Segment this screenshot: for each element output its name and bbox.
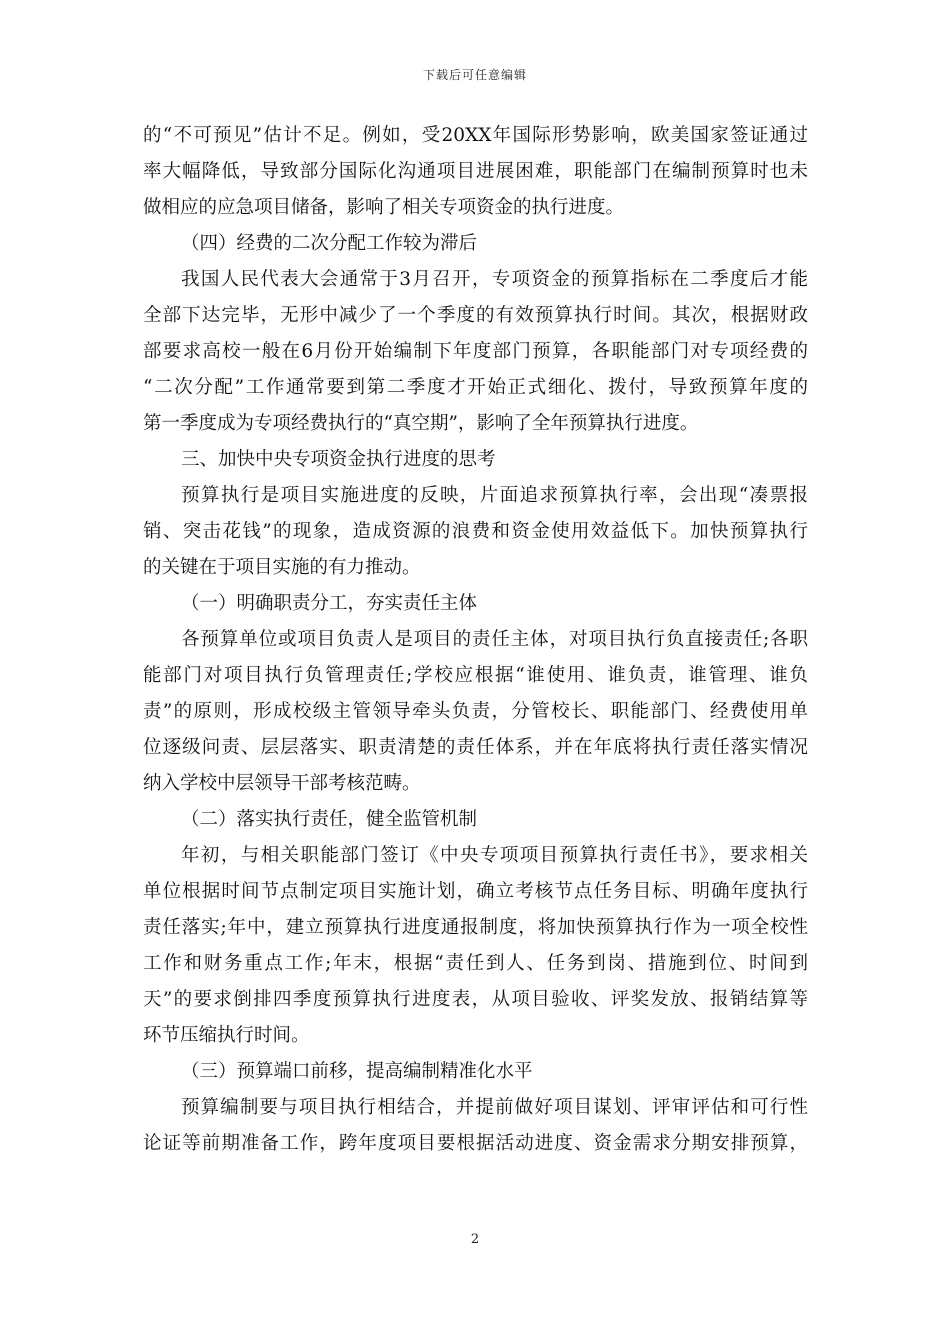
paragraph-line: 单位根据时间节点制定项目实施计划，确立考核节点任务目标、明确年度执行: [143, 881, 808, 902]
section-heading: （一）明确职责分工，夯实责任主体: [181, 593, 478, 614]
paragraph-line: 能部门对项目执行负管理责任;学校应根据“谁使用、谁负责，谁管理、谁负: [143, 665, 808, 686]
paragraph-line: “二次分配”工作通常要到第二季度才开始正式细化、拨付，导致预算年度的: [143, 377, 808, 398]
paragraph-line: 率大幅降低，导致部分国际化沟通项目进展困难，职能部门在编制预算时也未: [143, 161, 808, 182]
paragraph-line: 预算执行是项目实施进度的反映，片面追求预算执行率，会出现“凑票报: [181, 485, 808, 506]
section-heading: （三）预算端口前移，提高编制精准化水平: [181, 1061, 533, 1082]
page-header-note: 下载后可任意编辑: [422, 68, 527, 82]
paragraph-line: 责任落实;年中，建立预算执行进度通报制度，将加快预算执行作为一项全校性: [143, 917, 808, 938]
paragraph-line: 论证等前期准备工作，跨年度项目要根据活动进度、资金需求分期安排预算，: [143, 1133, 808, 1154]
paragraph-line: 做相应的应急项目储备，影响了相关专项资金的执行进度。: [143, 197, 625, 218]
document-body: [143, 118, 808, 1162]
paragraph-line: 第一季度成为专项经费执行的“真空期”，影响了全年预算执行进度。: [143, 413, 699, 434]
paragraph-line: 各预算单位或项目负责人是项目的责任主体，对项目执行负直接责任;各职: [181, 629, 808, 650]
paragraph-line: 环节压缩执行时间。: [143, 1025, 310, 1046]
paragraph-line: 全部下达完毕，无形中减少了一个季度的有效预算执行时间。其次，根据财政: [143, 305, 808, 326]
section-heading: （二）落实执行责任，健全监管机制: [181, 809, 478, 830]
paragraph-line: 工作和财务重点工作;年末，根据“责任到人、任务到岗、措施到位、时间到: [143, 953, 808, 974]
page-number: 2: [470, 1232, 480, 1247]
paragraph-line: 的“不可预见”估计不足。例如，受20XX年国际形势影响，欧美国家签证通过: [143, 125, 808, 146]
paragraph-line: 年初，与相关职能部门签订《中央专项项目预算执行责任书》，要求相关: [181, 845, 808, 866]
section-heading: 三、加快中央专项资金执行进度的思考: [181, 449, 496, 470]
section-heading: （四）经费的二次分配工作较为滞后: [181, 233, 478, 254]
paragraph-line: 纳入学校中层领导干部考核范畴。: [143, 773, 421, 794]
paragraph-line: 我国人民代表大会通常于3月召开，专项资金的预算指标在二季度后才能: [181, 269, 808, 290]
paragraph-line: 天”的要求倒排四季度预算执行进度表，从项目验收、评奖发放、报销结算等: [143, 989, 808, 1010]
paragraph-line: 责”的原则，形成校级主管领导牵头负责，分管校长、职能部门、经费使用单: [143, 701, 808, 722]
paragraph-line: 预算编制要与项目执行相结合，并提前做好项目谋划、评审评估和可行性: [181, 1097, 808, 1118]
paragraph-line: 位逐级问责、层层落实、职责清楚的责任体系，并在年底将执行责任落实情况: [143, 737, 808, 758]
paragraph-line: 销、突击花钱”的现象，造成资源的浪费和资金使用效益低下。加快预算执行: [143, 521, 808, 542]
paragraph-line: 部要求高校一般在6月份开始编制下年度部门预算，各职能部门对专项经费的: [143, 341, 808, 362]
paragraph-line: 的关键在于项目实施的有力推动。: [143, 557, 421, 578]
